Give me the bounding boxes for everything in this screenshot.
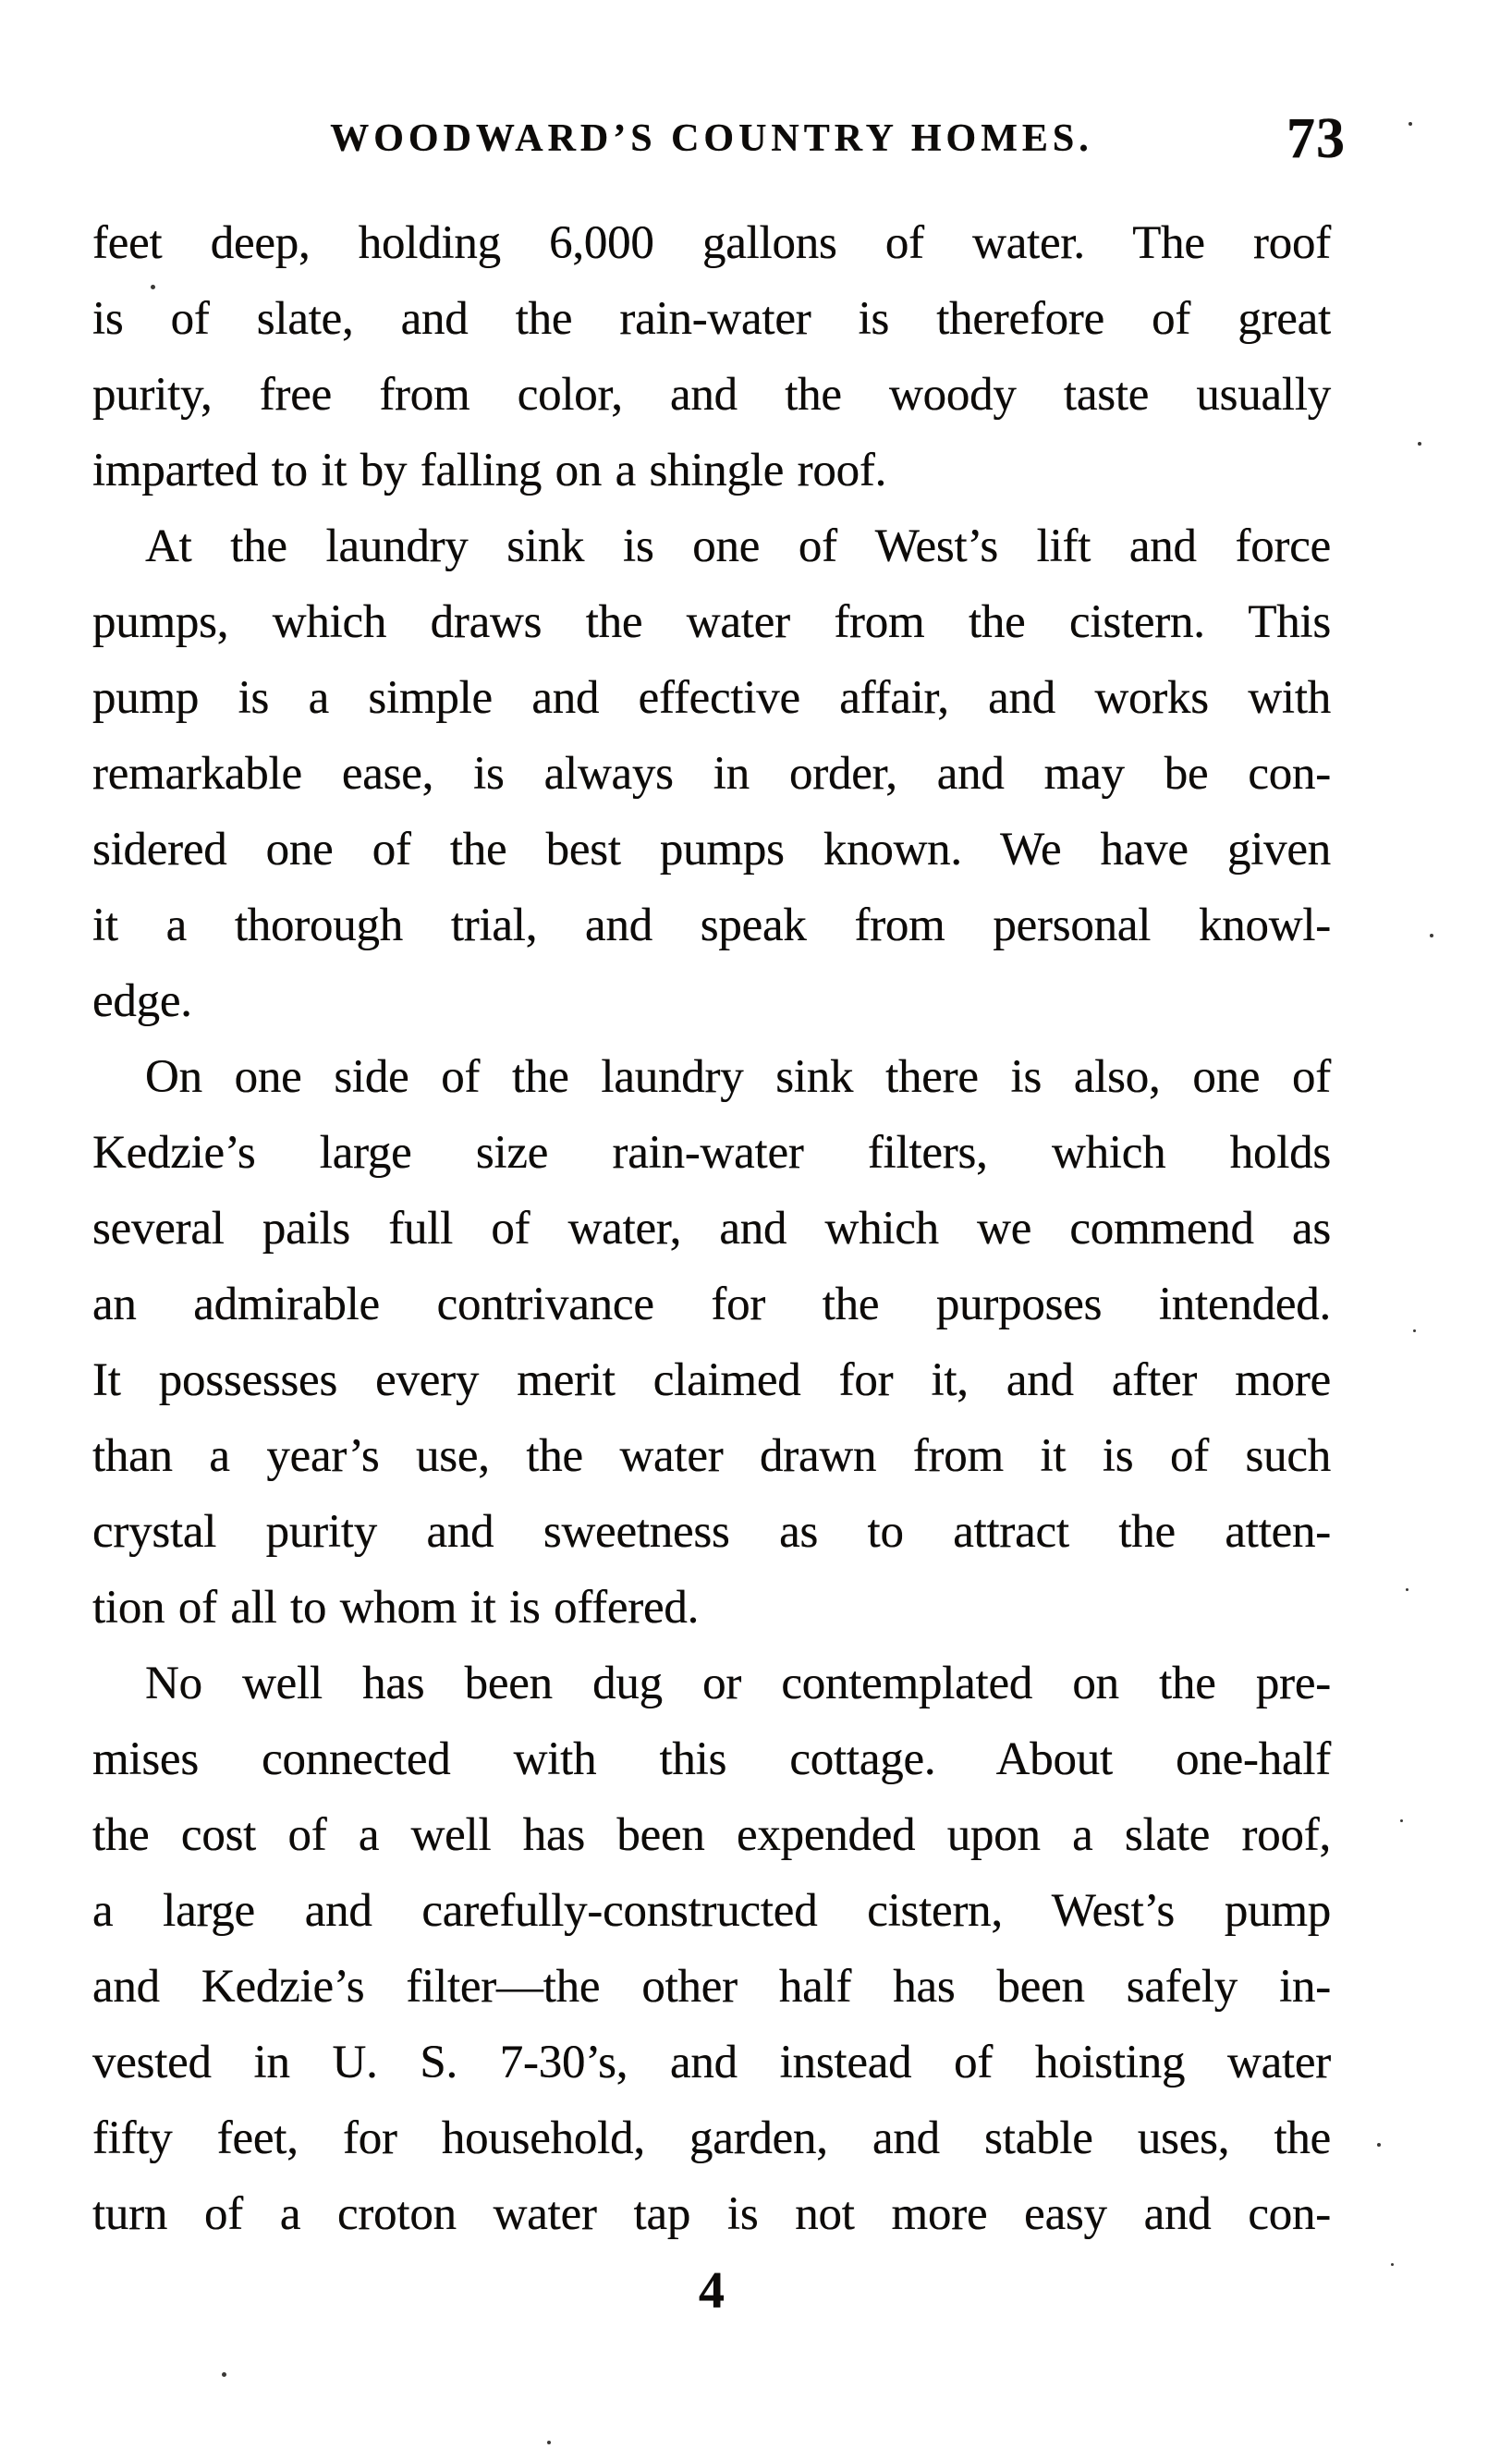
text-line: it a thorough trial, and speak from personal knowl-: [92, 900, 1331, 951]
ink-speck: [547, 2441, 551, 2444]
text-line: purity, free from color, and the woody taste usually: [92, 369, 1331, 421]
ink-speck: [1377, 2143, 1381, 2147]
ink-speck: [1400, 1819, 1403, 1822]
ink-speck: [1406, 1588, 1408, 1591]
ink-speck: [1391, 2263, 1394, 2266]
text-line: turn of a croton water tap is not more easy and con-: [92, 2188, 1331, 2240]
text-line: pumps, which draws the water from the cistern. This: [92, 596, 1331, 648]
text-line: than a year’s use, the water drawn from it is of such: [92, 1430, 1331, 1482]
ink-speck: [1418, 442, 1421, 446]
ink-speck: [1413, 1329, 1416, 1332]
body-text: [92, 205, 1331, 2252]
text-line: imparted to it by falling on a shingle roof.: [92, 445, 887, 496]
text-line: fifty feet, for household, garden, and stable uses, the: [92, 2112, 1331, 2164]
ink-speck: [222, 2372, 226, 2377]
running-header: [92, 107, 1346, 170]
page-number: 73: [1286, 107, 1346, 170]
text-line: crystal purity and sweetness as to attract the atten-: [92, 1506, 1331, 1558]
text-line: is of slate, and the rain-water is therefore of great: [92, 293, 1331, 345]
text-line: feet deep, holding 6,000 gallons of water. The roof: [92, 217, 1331, 269]
running-title: WOODWARD’S COUNTRY HOMES.: [330, 117, 1093, 160]
text-line: the cost of a well has been expended upon a slate roof,: [92, 1809, 1331, 1861]
text-line: tion of all to whom it is offered.: [92, 1582, 700, 1634]
text-line: vested in U. S. 7-30’s, and instead of hoisting water: [92, 2037, 1331, 2088]
text-line: mises connected with this cottage. About one-half: [92, 1733, 1331, 1785]
text-line: Kedzie’s large size rain-water filters, which holds: [92, 1127, 1331, 1179]
text-line: At the laundry sink is one of West’s lift and force: [145, 520, 1331, 572]
ink-speck: [1430, 934, 1433, 937]
text-line: an admirable contrivance for the purposes intended.: [92, 1279, 1331, 1330]
text-line: pump is a simple and effective affair, and works with: [92, 672, 1331, 724]
text-line: sidered one of the best pumps known. We have given: [92, 824, 1331, 875]
ink-speck: [151, 285, 155, 289]
text-line: On one side of the laundry sink there is also, one of: [145, 1051, 1331, 1103]
text-line: and Kedzie’s filter—the other half has been safely in-: [92, 1961, 1331, 2013]
text-line: several pails full of water, and which we commend as: [92, 1203, 1331, 1255]
text-line: a large and carefully-constructed cistern, West’s pump: [92, 1885, 1331, 1937]
text-line: No well has been dug or contemplated on the pre-: [145, 1658, 1331, 1709]
signature-mark: 4: [699, 2262, 725, 2320]
text-line: remarkable ease, is always in order, and may be con-: [92, 748, 1331, 800]
text-line: edge.: [92, 975, 192, 1027]
text-line: It possesses every merit claimed for it, and after more: [92, 1354, 1331, 1406]
ink-speck: [1408, 122, 1412, 126]
